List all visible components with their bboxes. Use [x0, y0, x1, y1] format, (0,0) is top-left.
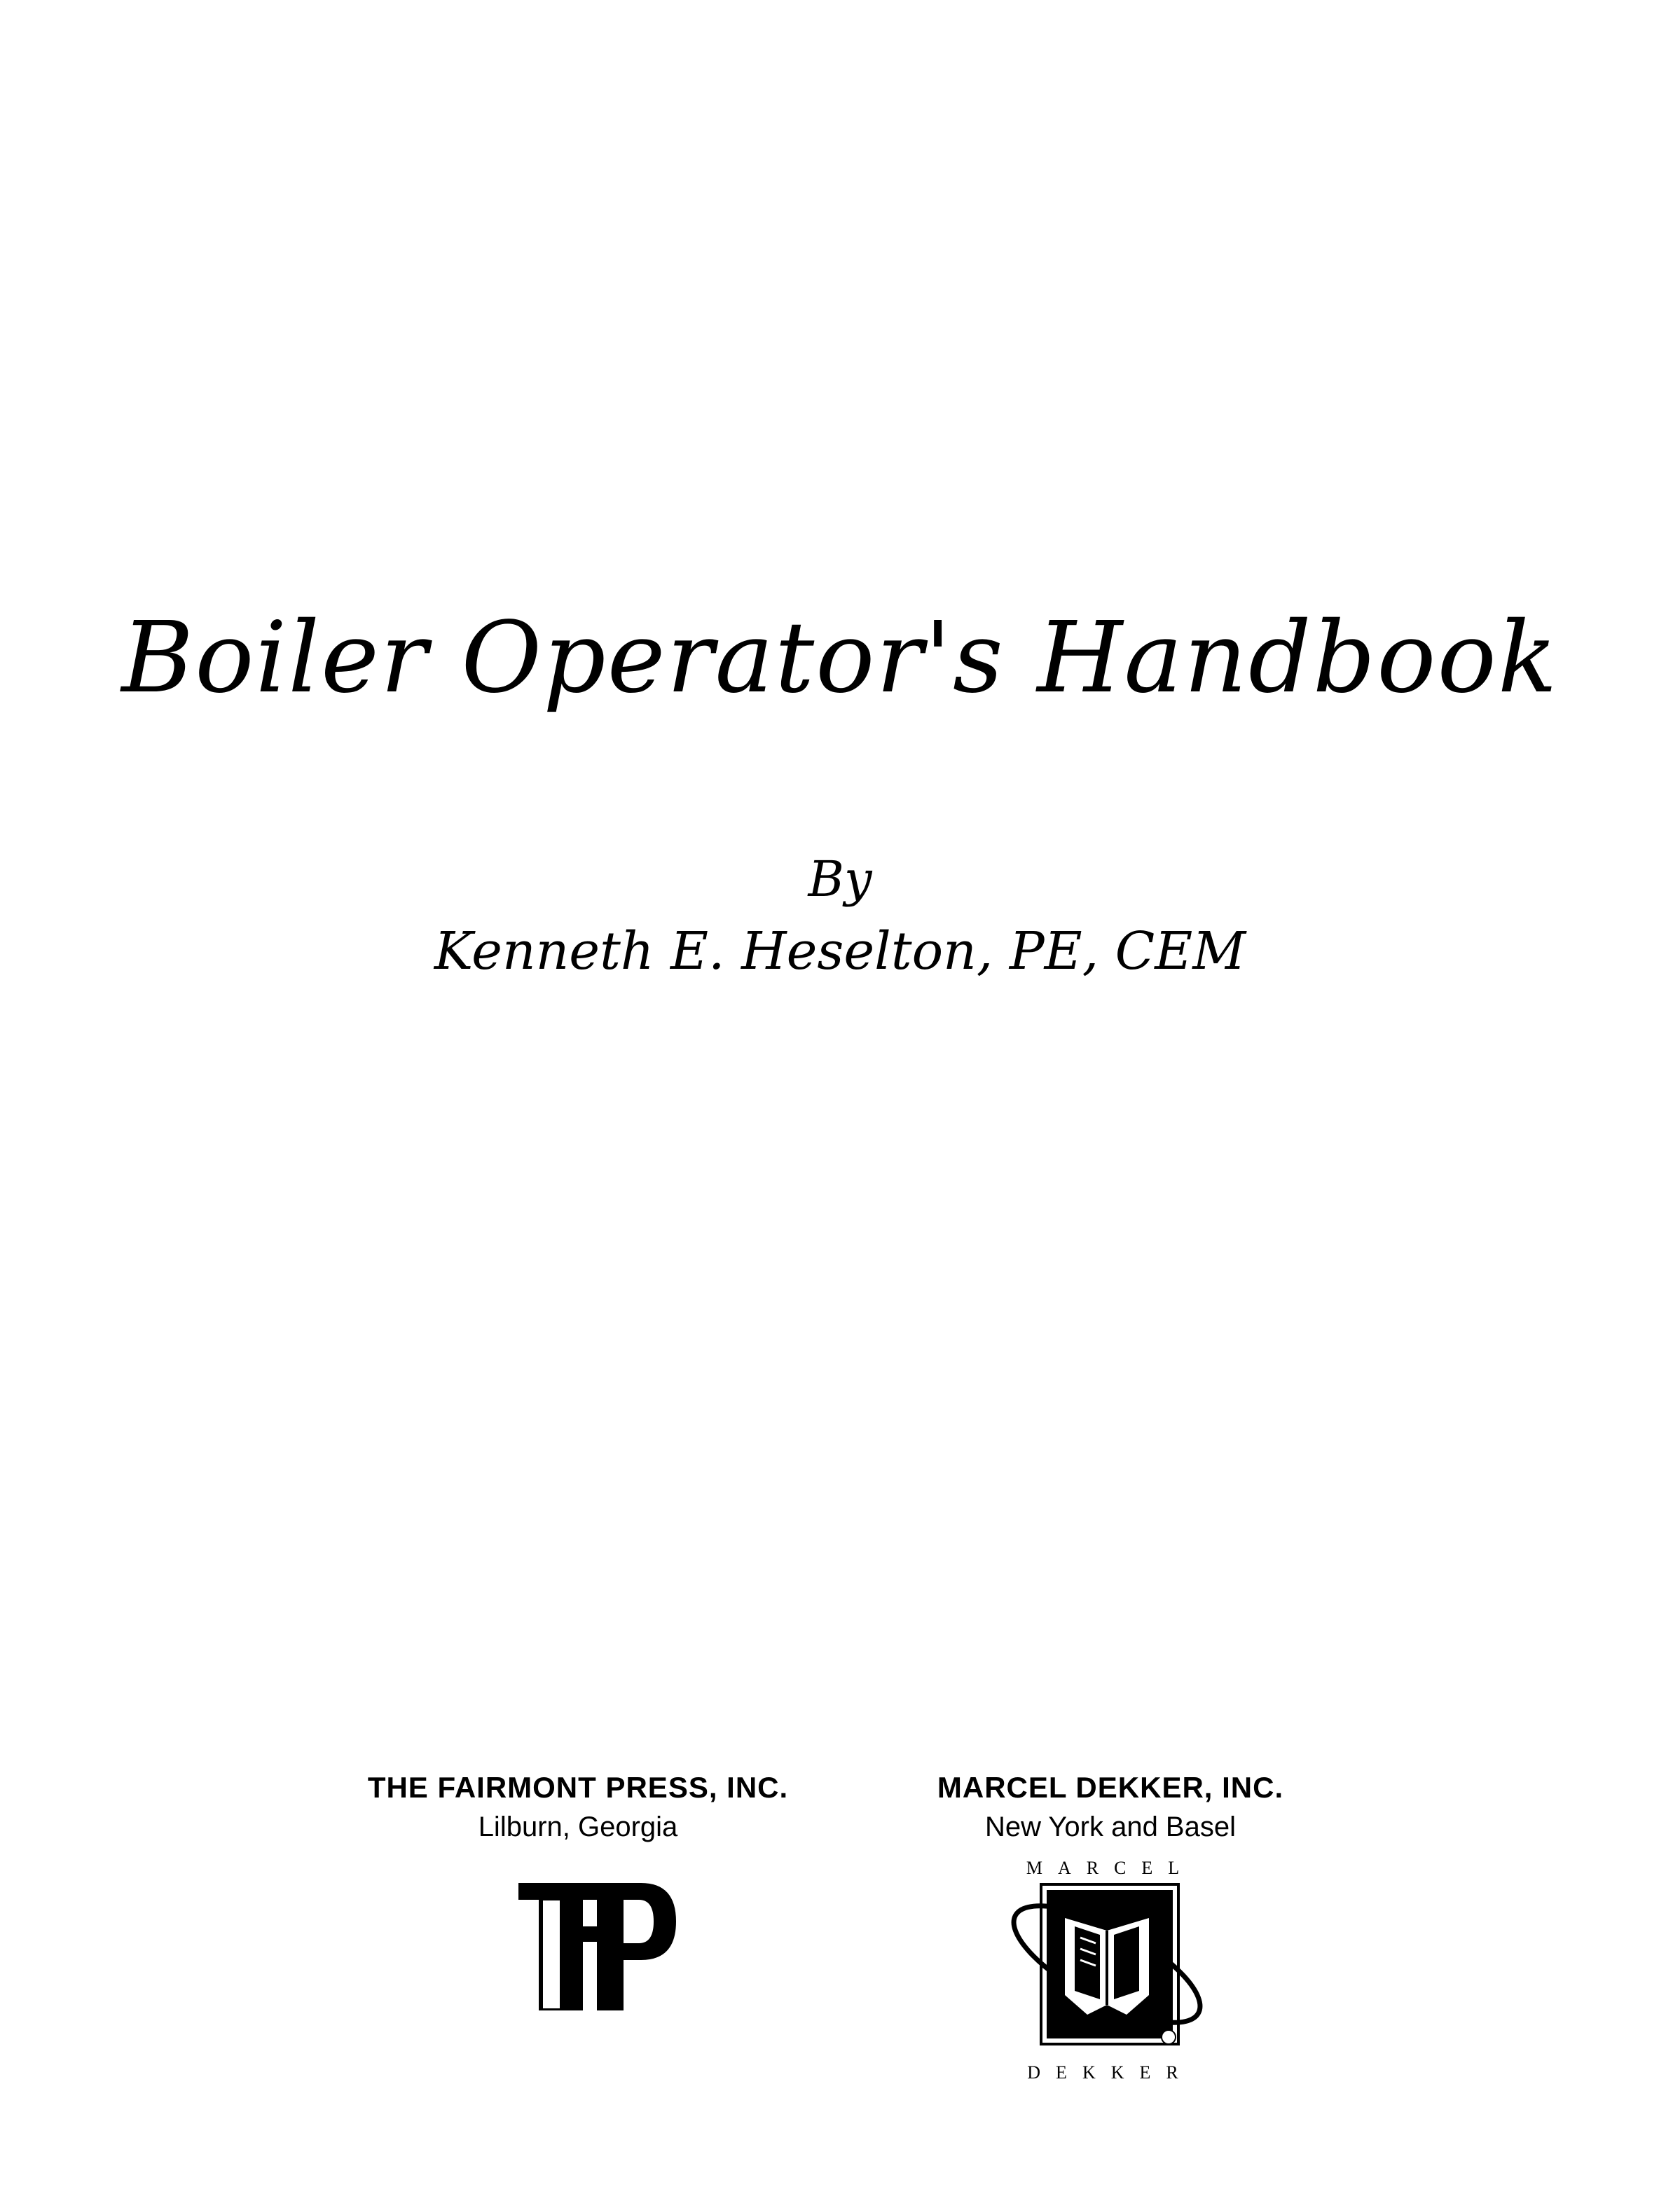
logo-text-marcel: MARCEL [1026, 1858, 1195, 1878]
by-label: By [808, 850, 872, 908]
publisher-name: THE FAIRMONT PRESS, INC. [367, 1771, 789, 1804]
publisher-dekker [865, 1769, 1356, 1847]
publisher-location: New York and Basel [984, 1812, 1236, 1842]
marcel-dekker-logo [1002, 1858, 1219, 2083]
author-name: Kenneth E. Heselton, PE, CEM [434, 921, 1246, 981]
tfp-logo [518, 1883, 676, 2010]
publisher-location: Lilburn, Georgia [478, 1812, 678, 1842]
logo-text-dekker: DEKKER [1027, 2062, 1194, 2083]
publisher-name: MARCEL DEKKER, INC. [937, 1771, 1284, 1804]
publisher-fairmont [333, 1769, 823, 1847]
book-title: Boiler Operator's Handbook [121, 601, 1559, 715]
open-book-icon [1002, 1882, 1219, 2059]
